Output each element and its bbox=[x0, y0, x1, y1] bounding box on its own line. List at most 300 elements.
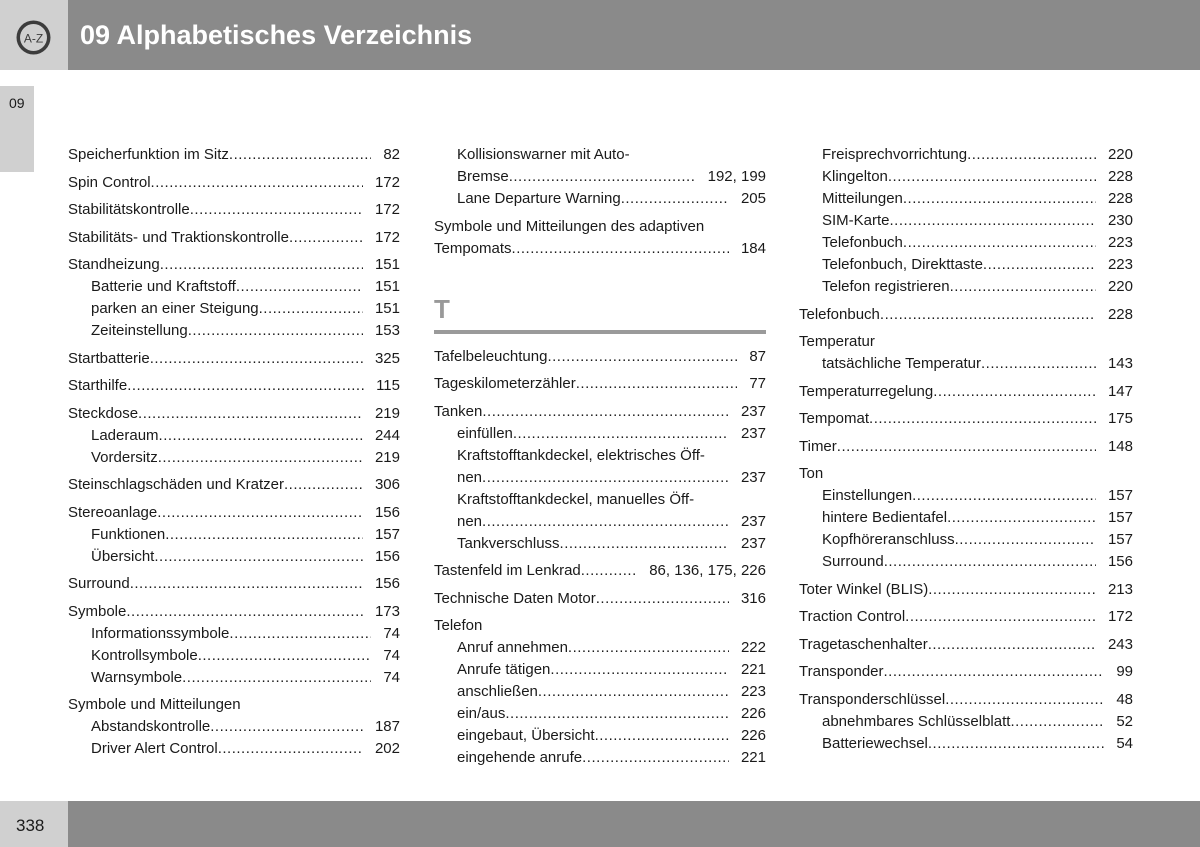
entry-label: Einstellungen bbox=[822, 487, 913, 504]
dot-leader bbox=[983, 254, 1096, 276]
entry-label: Informationssymbole bbox=[91, 624, 230, 642]
index-entry[interactable] bbox=[68, 502, 400, 524]
page-ref[interactable]: 156 bbox=[374, 503, 400, 521]
page-ref[interactable]: 221 bbox=[740, 661, 766, 678]
dot-leader bbox=[928, 579, 1096, 601]
page-ref[interactable]: 222 bbox=[740, 639, 766, 656]
index-entry[interactable] bbox=[68, 227, 400, 249]
a-z-icon-label: A-Z bbox=[23, 31, 44, 46]
dot-leader bbox=[568, 637, 729, 659]
index-group bbox=[68, 694, 400, 760]
page-ref[interactable]: 172 bbox=[374, 228, 400, 246]
page-number: 338 bbox=[16, 816, 45, 835]
dot-leader bbox=[945, 689, 1104, 711]
page-ref[interactable]: 172 bbox=[374, 173, 400, 191]
index-column-3 bbox=[799, 144, 1133, 755]
entry-label: Standheizung bbox=[68, 256, 160, 273]
entry-label: eingehende anrufe bbox=[457, 749, 583, 766]
index-subentry[interactable] bbox=[799, 507, 1133, 529]
index-subentry[interactable] bbox=[68, 425, 400, 447]
entry-label: Tanken bbox=[434, 402, 483, 420]
index-entry[interactable] bbox=[799, 634, 1133, 656]
entry-label: abnehmbares Schlüsselblatt bbox=[822, 712, 1011, 730]
entry-label: Speicherfunktion im Sitz bbox=[68, 146, 229, 163]
dot-leader bbox=[160, 254, 363, 276]
index-entry[interactable] bbox=[799, 381, 1133, 403]
page-ref[interactable]: 220 bbox=[1107, 146, 1133, 163]
entry-label: nen bbox=[457, 512, 483, 530]
dot-leader bbox=[947, 507, 1096, 529]
page-ref[interactable]: 157 bbox=[1107, 531, 1133, 548]
dot-leader bbox=[880, 304, 1096, 326]
index-subentry[interactable] bbox=[434, 188, 766, 210]
dot-leader bbox=[236, 276, 363, 298]
entry-label: Transponderschlüssel bbox=[799, 690, 946, 708]
entry-label: Kopfhöreranschluss bbox=[822, 531, 955, 548]
index-subentry[interactable] bbox=[68, 447, 400, 469]
index-subentry[interactable] bbox=[68, 298, 400, 320]
dot-leader bbox=[550, 659, 729, 681]
index-entry[interactable] bbox=[434, 346, 766, 368]
index-subentry[interactable] bbox=[434, 725, 766, 747]
index-subentry[interactable] bbox=[68, 524, 400, 546]
index-subentry[interactable] bbox=[799, 353, 1133, 375]
index-subentry[interactable] bbox=[434, 533, 766, 555]
page-ref[interactable]: 175 bbox=[1107, 410, 1133, 427]
page-ref[interactable]: 86, 136, 175, 226 bbox=[649, 562, 766, 579]
dot-leader bbox=[621, 188, 729, 210]
index-subentry[interactable] bbox=[434, 467, 766, 489]
page-ref[interactable]: 156 bbox=[374, 547, 400, 565]
index-group bbox=[434, 615, 766, 769]
entry-label: Batteriewechsel bbox=[822, 734, 928, 752]
entry-label: Surround bbox=[68, 575, 130, 592]
index-group bbox=[68, 474, 400, 496]
page-ref[interactable]: 157 bbox=[374, 525, 400, 543]
index-subentry[interactable] bbox=[68, 623, 400, 645]
index-entry[interactable] bbox=[434, 401, 766, 423]
entry-label: Laderaum bbox=[91, 426, 159, 444]
section-rule bbox=[434, 330, 766, 334]
index-subentry[interactable] bbox=[434, 703, 766, 725]
index-group bbox=[434, 216, 766, 260]
dot-leader bbox=[138, 403, 363, 425]
dot-leader bbox=[903, 232, 1096, 254]
index-entry[interactable] bbox=[799, 606, 1133, 628]
index-subentry[interactable] bbox=[799, 551, 1133, 573]
page-ref[interactable]: 48 bbox=[1116, 690, 1133, 708]
dot-leader bbox=[967, 144, 1096, 166]
dot-leader bbox=[928, 733, 1104, 755]
dot-leader bbox=[512, 238, 729, 260]
page-ref[interactable]: 143 bbox=[1107, 355, 1133, 372]
index-entry[interactable] bbox=[68, 144, 400, 166]
page-ref[interactable]: 244 bbox=[374, 426, 400, 444]
page-ref[interactable]: 226 bbox=[740, 727, 766, 744]
index-entry-label: Symbole und Mitteilungen des adaptiven bbox=[434, 217, 705, 235]
page-ref[interactable]: 172 bbox=[1107, 608, 1133, 625]
page-ref[interactable]: 74 bbox=[383, 646, 400, 664]
page-ref[interactable]: 325 bbox=[374, 349, 400, 367]
entry-label: tatsächliche Temperatur bbox=[822, 355, 981, 372]
page-ref[interactable]: 153 bbox=[374, 322, 400, 339]
entry-label: einfüllen bbox=[457, 424, 513, 442]
index-subentry[interactable] bbox=[799, 254, 1133, 276]
index-group bbox=[68, 573, 400, 595]
page-ref[interactable]: 148 bbox=[1107, 437, 1133, 455]
index-group bbox=[799, 634, 1133, 656]
section-letter-block bbox=[434, 294, 766, 334]
entry-label: anschließen bbox=[457, 683, 538, 700]
page-ref[interactable]: 115 bbox=[376, 377, 400, 394]
index-subentry[interactable] bbox=[799, 733, 1133, 755]
dot-leader bbox=[126, 601, 363, 623]
dot-leader bbox=[905, 606, 1096, 628]
index-subentry[interactable] bbox=[799, 276, 1133, 298]
entry-label: Surround bbox=[822, 553, 884, 570]
dot-leader bbox=[154, 546, 363, 568]
entry-label: Freisprechvorrichtung bbox=[822, 146, 968, 163]
entry-label: Starthilfe bbox=[68, 377, 128, 394]
page-ref[interactable]: 219 bbox=[374, 448, 400, 466]
index-group bbox=[68, 254, 400, 342]
index-subentry[interactable] bbox=[434, 166, 766, 188]
page-ref[interactable]: 205 bbox=[740, 190, 766, 207]
index-entry[interactable] bbox=[68, 474, 400, 496]
index-group bbox=[799, 463, 1133, 573]
index-group bbox=[68, 403, 400, 469]
entry-label: Vordersitz bbox=[91, 448, 158, 466]
page-ref[interactable]: 223 bbox=[740, 683, 766, 700]
index-entry[interactable] bbox=[799, 661, 1133, 683]
dot-leader bbox=[159, 425, 363, 447]
index-entry-label: Ton bbox=[799, 465, 824, 482]
page-ref[interactable]: 147 bbox=[1107, 382, 1133, 400]
entry-label: Lane Departure Warning bbox=[457, 190, 621, 207]
entry-label: Technische Daten Motor bbox=[434, 589, 596, 607]
page-ref[interactable]: 237 bbox=[740, 534, 766, 552]
page-ref[interactable]: 228 bbox=[1107, 190, 1133, 207]
index-entry[interactable] bbox=[799, 408, 1133, 430]
page-ref[interactable]: 220 bbox=[1107, 278, 1133, 295]
page-ref[interactable]: 157 bbox=[1107, 487, 1133, 504]
entry-label: Timer bbox=[799, 437, 837, 455]
dot-leader bbox=[130, 573, 363, 595]
index-subentry[interactable] bbox=[799, 210, 1133, 232]
index-group bbox=[68, 227, 400, 249]
dot-leader bbox=[981, 353, 1096, 375]
index-entry[interactable] bbox=[799, 304, 1133, 326]
index-column-2 bbox=[434, 144, 766, 769]
page-ref[interactable]: 187 bbox=[374, 718, 400, 735]
index-entry[interactable] bbox=[68, 573, 400, 595]
dot-leader bbox=[158, 447, 363, 469]
index-subentry[interactable] bbox=[799, 144, 1133, 166]
index-subentry[interactable] bbox=[434, 747, 766, 769]
entry-label: Telefonbuch bbox=[822, 234, 903, 251]
page-ref[interactable]: 228 bbox=[1107, 305, 1133, 323]
index-entry-label: Telefon bbox=[434, 617, 483, 634]
section-letter: T bbox=[434, 293, 450, 324]
entry-label: Stabilitätskontrolle bbox=[68, 201, 190, 218]
entry-label: Tempomat bbox=[799, 410, 870, 427]
index-subentry-label: Kraftstofftankdeckel, elektrisches Öff- bbox=[457, 446, 705, 464]
index-group bbox=[434, 373, 766, 395]
page-ref[interactable]: 156 bbox=[1107, 553, 1133, 570]
index-entry[interactable] bbox=[799, 436, 1133, 458]
index-subentry[interactable] bbox=[68, 645, 400, 667]
entry-label: Mitteilungen bbox=[822, 190, 903, 207]
entry-label: Warnsymbole bbox=[91, 668, 183, 686]
entry-label: Tafelbeleuchtung bbox=[434, 347, 548, 365]
chapter-tab bbox=[0, 86, 34, 172]
entry-label: Temperaturregelung bbox=[799, 382, 934, 400]
dot-leader bbox=[837, 436, 1096, 458]
page-ref[interactable]: 156 bbox=[374, 575, 400, 592]
page-ref[interactable]: 54 bbox=[1116, 734, 1133, 752]
index-subentry[interactable] bbox=[799, 529, 1133, 551]
index-group bbox=[799, 436, 1133, 458]
dot-leader bbox=[955, 529, 1096, 551]
dot-leader bbox=[157, 502, 363, 524]
dot-leader bbox=[289, 227, 363, 249]
page-ref[interactable]: 74 bbox=[383, 624, 400, 642]
index-group bbox=[68, 144, 400, 166]
dot-leader bbox=[869, 408, 1096, 430]
page-title: 09 Alphabetisches Verzeichnis bbox=[80, 20, 473, 50]
entry-label: Übersicht bbox=[91, 547, 155, 565]
dot-leader bbox=[182, 667, 371, 689]
entry-label: Telefonbuch bbox=[799, 305, 880, 323]
index-entry[interactable] bbox=[68, 199, 400, 221]
entry-label: eingebaut, Übersicht bbox=[457, 727, 595, 744]
page-ref[interactable]: 82 bbox=[383, 146, 400, 163]
dot-leader bbox=[509, 166, 696, 188]
entry-label: hintere Bedientafel bbox=[822, 509, 948, 526]
entry-label: Toter Winkel (BLIS) bbox=[799, 580, 929, 598]
dot-leader bbox=[218, 738, 363, 760]
index-subentry[interactable] bbox=[68, 546, 400, 568]
entry-label: Traction Control bbox=[799, 608, 906, 625]
page-ref[interactable]: 237 bbox=[740, 402, 766, 420]
page-ref[interactable]: 221 bbox=[740, 749, 766, 766]
index-group bbox=[434, 144, 766, 210]
index-entry[interactable] bbox=[68, 375, 400, 397]
page-ref[interactable]: 213 bbox=[1107, 580, 1133, 598]
page-ref[interactable]: 151 bbox=[374, 256, 400, 273]
entry-label: Tageskilometerzähler bbox=[434, 375, 576, 392]
index-group bbox=[68, 502, 400, 568]
dot-leader bbox=[912, 485, 1096, 507]
page-ref[interactable]: 237 bbox=[740, 424, 766, 442]
index-group bbox=[799, 304, 1133, 326]
dot-leader bbox=[165, 524, 363, 546]
page-ref[interactable]: 228 bbox=[1107, 168, 1133, 185]
page-ref[interactable]: 237 bbox=[740, 512, 766, 530]
index-group bbox=[434, 588, 766, 610]
index-group bbox=[799, 408, 1133, 430]
entry-label: ein/aus bbox=[457, 705, 506, 722]
entry-label: Symbole bbox=[68, 602, 127, 620]
index-subentry[interactable] bbox=[434, 659, 766, 681]
page-ref[interactable]: 184 bbox=[740, 239, 766, 257]
dot-leader bbox=[903, 188, 1096, 210]
index-subentry[interactable] bbox=[68, 667, 400, 689]
dot-leader bbox=[576, 373, 738, 395]
page-ref[interactable]: 151 bbox=[374, 300, 400, 317]
index-group bbox=[799, 689, 1133, 755]
index-group bbox=[68, 375, 400, 397]
dot-leader bbox=[933, 381, 1096, 403]
page-ref[interactable]: 306 bbox=[374, 476, 400, 493]
page-ref[interactable]: 223 bbox=[1107, 234, 1133, 251]
entry-label: Startbatterie bbox=[68, 349, 150, 367]
index-subentry[interactable] bbox=[799, 711, 1133, 733]
index-column-1 bbox=[68, 144, 400, 760]
index-subentry[interactable] bbox=[68, 276, 400, 298]
entry-label: Transponder bbox=[799, 663, 884, 680]
index-group bbox=[799, 579, 1133, 601]
page-ref[interactable]: 99 bbox=[1116, 663, 1133, 680]
dot-leader bbox=[1010, 711, 1104, 733]
page-ref[interactable]: 223 bbox=[1107, 256, 1133, 273]
entry-label: Telefon registrieren bbox=[822, 278, 950, 295]
entry-label: parken an einer Steigung bbox=[91, 300, 259, 317]
index-subentry[interactable] bbox=[434, 637, 766, 659]
index-entry-continuation[interactable] bbox=[434, 238, 766, 260]
page-ref[interactable]: 172 bbox=[374, 201, 400, 218]
dot-leader bbox=[888, 166, 1096, 188]
entry-label: Tastenfeld im Lenkrad bbox=[434, 562, 581, 579]
entry-label: Tragetaschenhalter bbox=[799, 635, 928, 653]
dot-leader bbox=[190, 199, 363, 221]
dot-leader bbox=[229, 144, 371, 166]
entry-label: nen bbox=[457, 468, 483, 486]
entry-label: Stabilitäts- und Traktionskontrolle bbox=[68, 228, 289, 246]
page-ref[interactable]: 219 bbox=[374, 404, 400, 422]
a-z-index-icon bbox=[15, 19, 52, 56]
dot-leader bbox=[890, 210, 1096, 232]
dot-leader bbox=[482, 511, 729, 533]
index-group bbox=[799, 144, 1133, 298]
index-subentry[interactable] bbox=[68, 320, 400, 342]
entry-label: Tankverschluss bbox=[457, 534, 560, 552]
dot-leader bbox=[284, 474, 363, 496]
index-subentry[interactable] bbox=[799, 485, 1133, 507]
footer-bar bbox=[68, 801, 1200, 847]
entry-label: Funktionen bbox=[91, 525, 166, 543]
index-entry[interactable] bbox=[68, 403, 400, 425]
page-ref[interactable]: 237 bbox=[740, 468, 766, 486]
dot-leader bbox=[928, 634, 1096, 656]
dot-leader bbox=[150, 348, 363, 370]
dot-leader bbox=[229, 623, 371, 645]
dot-leader bbox=[884, 661, 1105, 683]
dot-leader bbox=[505, 703, 729, 725]
entry-label: Tempomats bbox=[434, 239, 512, 257]
entry-label: Anrufe tätigen bbox=[457, 661, 551, 678]
page-ref[interactable]: 151 bbox=[374, 278, 400, 295]
page-ref[interactable]: 87 bbox=[749, 347, 766, 365]
page-ref[interactable]: 157 bbox=[1107, 509, 1133, 526]
index-entry[interactable] bbox=[434, 373, 766, 395]
page-ref[interactable]: 226 bbox=[740, 705, 766, 722]
entry-label: Driver Alert Control bbox=[91, 740, 218, 757]
entry-label: Spin Control bbox=[68, 173, 151, 191]
chapter-number: 09 bbox=[9, 95, 25, 111]
index-entry-label: Temperatur bbox=[799, 333, 875, 350]
dot-leader bbox=[151, 172, 363, 194]
dot-leader bbox=[482, 401, 729, 423]
dot-leader bbox=[538, 681, 729, 703]
page-ref[interactable]: 77 bbox=[749, 375, 766, 392]
dot-leader bbox=[547, 346, 737, 368]
index-entry[interactable] bbox=[799, 579, 1133, 601]
index-group bbox=[68, 601, 400, 689]
index-subentry[interactable] bbox=[434, 423, 766, 445]
index-entry[interactable] bbox=[434, 560, 766, 582]
index-entry[interactable] bbox=[68, 348, 400, 370]
entry-label: Anruf annehmen bbox=[457, 639, 568, 656]
index-group bbox=[799, 606, 1133, 628]
entry-label: Batterie und Kraftstoff bbox=[91, 278, 236, 295]
dot-leader bbox=[127, 375, 364, 397]
page-ref[interactable]: 173 bbox=[374, 602, 400, 620]
entry-label: Steinschlagschäden und Kratzer bbox=[68, 476, 284, 493]
index-group bbox=[434, 560, 766, 582]
footer-page-box bbox=[0, 801, 68, 847]
page-ref[interactable]: 230 bbox=[1107, 212, 1133, 229]
index-entry[interactable] bbox=[68, 172, 400, 194]
index-subentry[interactable] bbox=[434, 511, 766, 533]
dot-leader bbox=[513, 423, 729, 445]
index-subentry[interactable] bbox=[434, 681, 766, 703]
index-subentry-label: Kraftstofftankdeckel, manuelles Öff- bbox=[457, 490, 695, 508]
index-entry[interactable] bbox=[799, 689, 1133, 711]
index-group bbox=[68, 199, 400, 221]
index-subentry[interactable] bbox=[799, 166, 1133, 188]
dot-leader bbox=[581, 560, 637, 582]
entry-label: Telefonbuch, Direkttaste bbox=[822, 256, 983, 273]
dot-leader bbox=[595, 725, 729, 747]
index-group bbox=[68, 172, 400, 194]
index-entry[interactable] bbox=[68, 601, 400, 623]
index-entry[interactable] bbox=[68, 254, 400, 276]
page-ref[interactable]: 243 bbox=[1107, 635, 1133, 653]
index-group bbox=[799, 331, 1133, 375]
entry-label: Steckdose bbox=[68, 404, 139, 422]
index-group bbox=[434, 401, 766, 555]
dot-leader bbox=[596, 588, 729, 610]
dot-leader bbox=[582, 747, 729, 769]
header-icon-area bbox=[0, 0, 68, 70]
dot-leader bbox=[482, 467, 729, 489]
page-ref[interactable]: 52 bbox=[1116, 712, 1133, 730]
index-entry[interactable] bbox=[434, 588, 766, 610]
entry-label: Bremse bbox=[457, 168, 509, 185]
index-subentry[interactable] bbox=[799, 188, 1133, 210]
entry-label: Stereoanlage bbox=[68, 503, 158, 521]
index-subentry-label: Kollisionswarner mit Auto- bbox=[457, 146, 630, 163]
index-subentry[interactable] bbox=[68, 738, 400, 760]
index-subentry[interactable] bbox=[799, 232, 1133, 254]
page-ref[interactable]: 192, 199 bbox=[707, 168, 766, 185]
page-ref[interactable]: 202 bbox=[374, 740, 400, 757]
page-ref[interactable]: 74 bbox=[383, 668, 400, 686]
index-subentry[interactable] bbox=[68, 716, 400, 738]
dot-leader bbox=[259, 298, 363, 320]
page-ref[interactable]: 316 bbox=[740, 589, 766, 607]
